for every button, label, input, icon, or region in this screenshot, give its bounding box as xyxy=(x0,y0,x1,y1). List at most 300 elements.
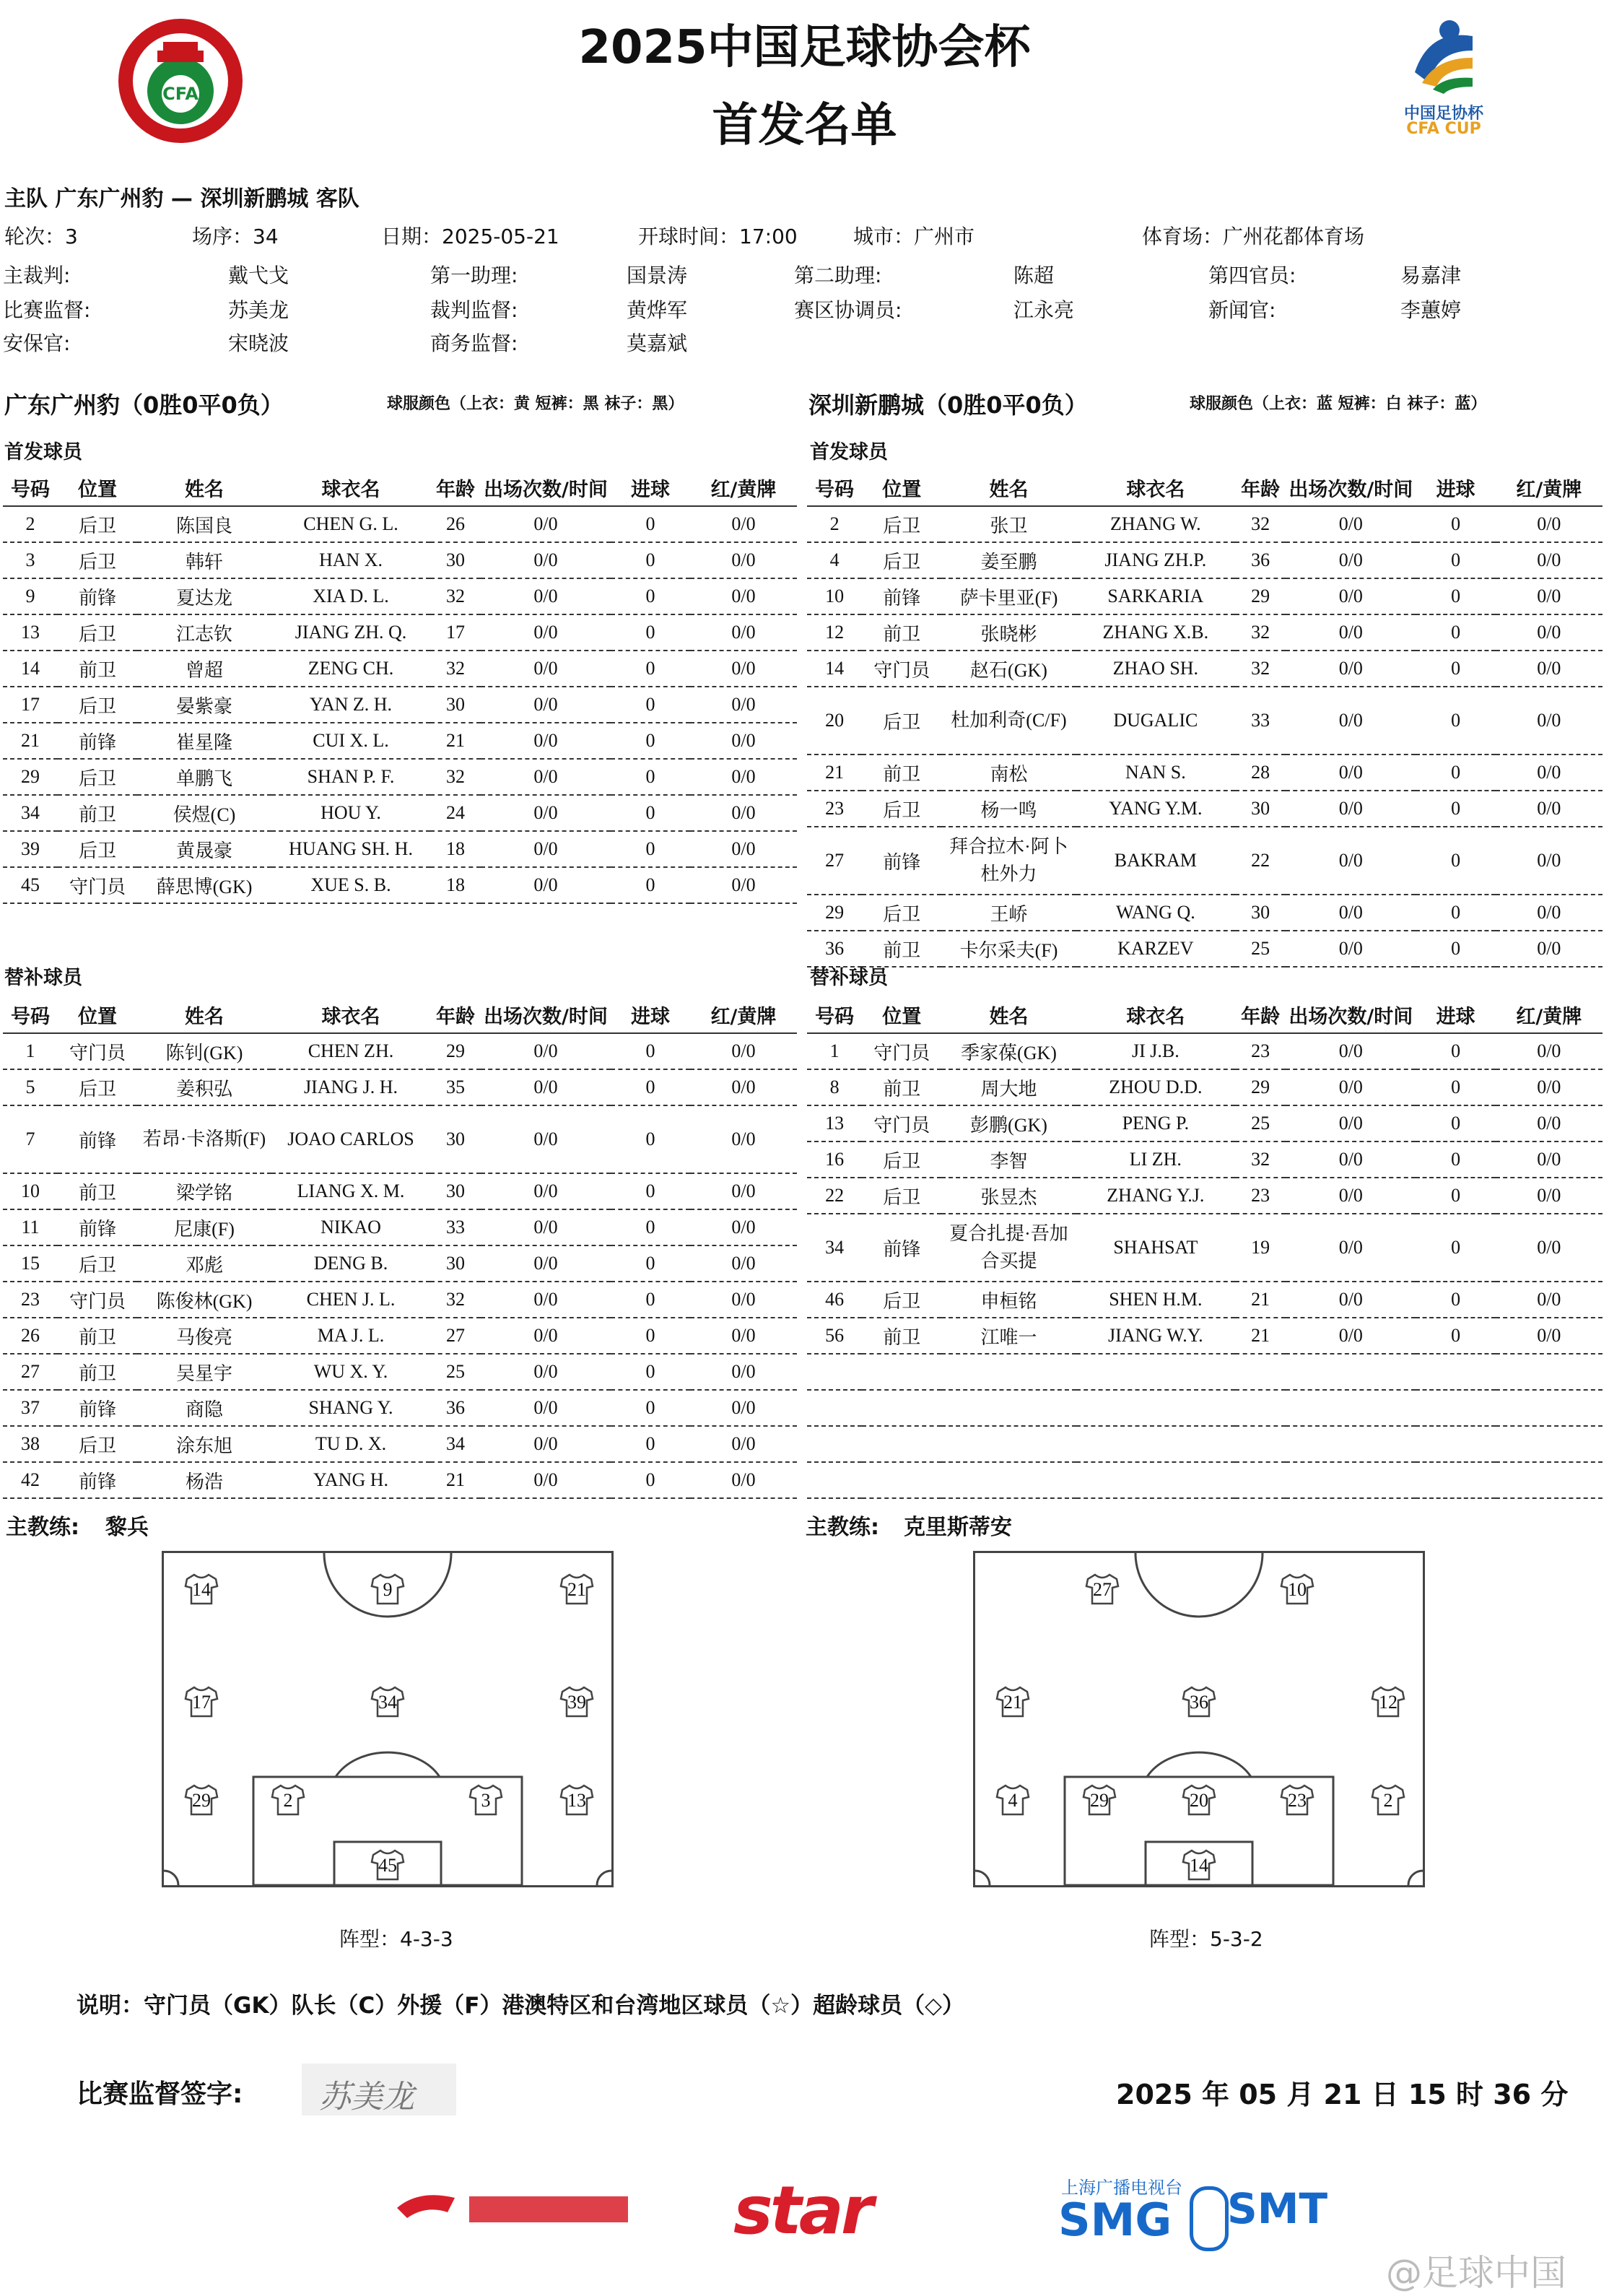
table-cell: 21 xyxy=(430,723,481,759)
table-cell: 32 xyxy=(1235,651,1286,687)
table-cell: 1 xyxy=(3,1033,58,1069)
table-cell: 0 xyxy=(611,867,690,903)
table-cell: LI ZH. xyxy=(1076,1142,1235,1178)
table-cell: 张卫 xyxy=(941,506,1076,542)
table-cell: 36 xyxy=(430,1390,481,1426)
table-cell: 0/0 xyxy=(690,723,797,759)
column-header: 姓名 xyxy=(137,996,271,1033)
table-cell: 32 xyxy=(1235,506,1286,542)
table-cell: 21 xyxy=(3,723,58,759)
empty-cell xyxy=(807,1426,862,1462)
table-cell: 0 xyxy=(611,831,690,867)
official-label: 比赛监督: xyxy=(3,298,91,322)
table-cell: 0/0 xyxy=(481,1390,611,1426)
table-cell: 0 xyxy=(1416,1318,1495,1354)
player-shirt-icon xyxy=(559,1573,594,1605)
table-cell: SHAHSAT xyxy=(1076,1214,1235,1282)
column-header: 姓名 xyxy=(137,469,271,506)
table-cell: 23 xyxy=(3,1282,58,1318)
table-row xyxy=(3,1462,797,1498)
teams-line: 主队 广东广州豹 — 深圳新鹏城 客队 xyxy=(4,186,359,212)
away-coach: 克里斯蒂安 xyxy=(904,1515,1012,1540)
column-header: 号码 xyxy=(3,469,58,506)
table-cell: LIANG X. M. xyxy=(271,1173,430,1209)
table-cell: DENG B. xyxy=(271,1245,430,1282)
table-cell: 0/0 xyxy=(1286,931,1416,967)
table-cell: 0/0 xyxy=(690,1033,797,1069)
table-cell: 前锋 xyxy=(58,1462,137,1498)
official-name: 李蕙婷 xyxy=(1400,298,1462,322)
column-header: 姓名 xyxy=(941,469,1076,506)
player-shirt-icon xyxy=(370,1686,405,1718)
table-cell: CHEN J. L. xyxy=(271,1282,430,1318)
table-cell: 10 xyxy=(807,578,862,614)
table-cell: 前卫 xyxy=(58,1173,137,1209)
table-cell: 0/0 xyxy=(690,867,797,903)
official-label: 安保官: xyxy=(3,331,71,355)
table-cell: 32 xyxy=(430,759,481,795)
table-cell: SHEN H.M. xyxy=(1076,1282,1235,1318)
table-cell: 37 xyxy=(3,1390,58,1426)
table-cell: 0 xyxy=(611,542,690,578)
table-row xyxy=(807,895,1603,931)
table-cell: 0 xyxy=(1416,506,1495,542)
shirt-number: 13 xyxy=(567,1790,586,1811)
table-cell: 32 xyxy=(1235,1142,1286,1178)
table-cell: 36 xyxy=(807,931,862,967)
table-cell: 侯煜(C) xyxy=(137,795,271,831)
table-cell: 0/0 xyxy=(1496,1033,1603,1069)
table-cell: 后卫 xyxy=(862,687,941,755)
table-row xyxy=(3,1318,797,1354)
column-header: 球衣名 xyxy=(1076,996,1235,1033)
table-cell: 25 xyxy=(1235,1105,1286,1142)
table-cell: 前卫 xyxy=(862,614,941,651)
empty-cell xyxy=(807,1390,862,1426)
table-cell: TU D. X. xyxy=(271,1426,430,1462)
table-row xyxy=(807,827,1603,895)
table-cell: 姜积弘 xyxy=(137,1069,271,1105)
table-header-row xyxy=(3,996,797,1033)
table-cell: 后卫 xyxy=(862,791,941,827)
table-row xyxy=(807,1033,1603,1069)
table-row xyxy=(807,651,1603,687)
shirt-number: 10 xyxy=(1288,1579,1307,1600)
table-cell: 0 xyxy=(611,687,690,723)
table-cell: 0/0 xyxy=(1496,578,1603,614)
column-header: 年龄 xyxy=(430,996,481,1033)
table-cell: 0/0 xyxy=(1496,791,1603,827)
table-cell: 11 xyxy=(3,1209,58,1245)
table-cell: 萨卡里亚(F) xyxy=(941,578,1076,614)
table-cell: 0 xyxy=(611,1173,690,1209)
empty-cell xyxy=(1286,1354,1416,1390)
table-cell: 0 xyxy=(611,1069,690,1105)
column-header: 号码 xyxy=(3,996,58,1033)
table-cell: 0/0 xyxy=(481,1069,611,1105)
home-coach: 黎兵 xyxy=(105,1515,149,1540)
away-formation-pitch xyxy=(973,1551,1425,1887)
table-row xyxy=(807,578,1603,614)
table-cell: 江志钦 xyxy=(137,614,271,651)
player-shirt-icon xyxy=(184,1573,219,1605)
table-cell: 34 xyxy=(430,1426,481,1462)
column-header: 出场次数/时间 xyxy=(481,469,611,506)
table-cell: ZHAO SH. xyxy=(1076,651,1235,687)
table-cell: 陈国良 xyxy=(137,506,271,542)
column-header: 进球 xyxy=(1416,469,1495,506)
table-row xyxy=(3,759,797,795)
kickoff-time: 开球时间：17:00 xyxy=(638,225,798,248)
table-cell: 32 xyxy=(1235,614,1286,651)
table-cell: 0/0 xyxy=(1286,1069,1416,1105)
table-cell: 2 xyxy=(3,506,58,542)
table-cell: 后卫 xyxy=(58,1245,137,1282)
home-coach-label: 主教练: xyxy=(6,1515,79,1540)
table-cell: 前锋 xyxy=(58,1390,137,1426)
table-cell: 14 xyxy=(3,651,58,687)
table-cell: 0/0 xyxy=(1286,1033,1416,1069)
shirt-number: 36 xyxy=(1190,1692,1208,1713)
column-header: 红/黄牌 xyxy=(1496,469,1603,506)
officials-grid xyxy=(0,260,1609,361)
shirt-number: 14 xyxy=(192,1579,211,1600)
table-cell: 守门员 xyxy=(58,1282,137,1318)
table-cell: 后卫 xyxy=(862,506,941,542)
table-cell: 0/0 xyxy=(1286,1178,1416,1214)
table-cell: JIANG J. H. xyxy=(271,1069,430,1105)
player-shirt-icon xyxy=(1371,1784,1405,1816)
player-shirt-icon xyxy=(1082,1784,1117,1816)
table-cell: 0/0 xyxy=(1286,1214,1416,1282)
table-cell: 1 xyxy=(807,1033,862,1069)
cup-logo-cn: 中国足协杯 xyxy=(1403,105,1483,123)
column-header: 姓名 xyxy=(941,996,1076,1033)
table-cell: HOU Y. xyxy=(271,795,430,831)
official-name: 戴弋戈 xyxy=(228,264,289,287)
table-cell: 19 xyxy=(1235,1214,1286,1282)
table-cell: 18 xyxy=(430,831,481,867)
table-cell: 前锋 xyxy=(862,1214,941,1282)
table-cell: YANG H. xyxy=(271,1462,430,1498)
table-cell: 29 xyxy=(807,895,862,931)
table-row xyxy=(3,1426,797,1462)
away-subs-table xyxy=(807,996,1603,1499)
table-cell: 0/0 xyxy=(1496,687,1603,755)
column-header: 红/黄牌 xyxy=(690,996,797,1033)
table-cell: NIKAO xyxy=(271,1209,430,1245)
empty-cell xyxy=(1286,1426,1416,1462)
table-cell: 0/0 xyxy=(690,1209,797,1245)
table-row xyxy=(3,1245,797,1282)
table-cell: 0/0 xyxy=(481,506,611,542)
legend-note: 说明：守门员（GK）队长（C）外援（F）港澳特区和台湾地区球员（☆）超龄球员（◇） xyxy=(77,1993,965,2019)
column-header: 进球 xyxy=(1416,996,1495,1033)
table-cell: 0/0 xyxy=(1496,1282,1603,1318)
table-cell: 30 xyxy=(1235,791,1286,827)
table-cell: 前锋 xyxy=(862,578,941,614)
table-cell: 张晓彬 xyxy=(941,614,1076,651)
official-name: 易嘉津 xyxy=(1400,264,1462,287)
table-cell: 27 xyxy=(3,1354,58,1390)
table-cell: 0 xyxy=(611,1245,690,1282)
table-cell: 吴星宇 xyxy=(137,1354,271,1390)
table-cell: 0/0 xyxy=(481,1462,611,1498)
table-cell: DUGALIC xyxy=(1076,687,1235,755)
table-cell: 0/0 xyxy=(1286,1105,1416,1142)
watermark: @足球中国 xyxy=(1386,2252,1566,2294)
table-cell: 30 xyxy=(1235,895,1286,931)
table-cell: 30 xyxy=(430,687,481,723)
table-cell: 20 xyxy=(807,687,862,755)
table-cell: 0 xyxy=(611,651,690,687)
table-cell: 21 xyxy=(430,1462,481,1498)
table-row xyxy=(3,1209,797,1245)
empty-cell xyxy=(807,1354,862,1390)
table-cell: 0/0 xyxy=(690,1173,797,1209)
table-cell: 42 xyxy=(3,1462,58,1498)
table-cell: 后卫 xyxy=(58,1426,137,1462)
table-row xyxy=(807,506,1603,542)
table-cell: 3 xyxy=(3,542,58,578)
table-cell: 0/0 xyxy=(690,1426,797,1462)
table-row xyxy=(807,1214,1603,1282)
official-name: 莫嘉斌 xyxy=(627,331,688,355)
table-cell: 0/0 xyxy=(481,1426,611,1462)
table-cell: BAKRAM xyxy=(1076,827,1235,895)
table-cell: 12 xyxy=(807,614,862,651)
table-cell: 18 xyxy=(430,867,481,903)
table-cell: 0 xyxy=(1416,1142,1495,1178)
signature-label: 比赛监督签字: xyxy=(77,2079,243,2109)
table-cell: 韩轩 xyxy=(137,542,271,578)
empty-cell xyxy=(1235,1462,1286,1498)
player-shirt-icon xyxy=(1280,1784,1314,1816)
table-cell: 0 xyxy=(611,795,690,831)
table-cell: 前卫 xyxy=(862,1069,941,1105)
table-cell: 邓彪 xyxy=(137,1245,271,1282)
table-cell: 夏合扎提·吾加合买提 xyxy=(941,1214,1076,1282)
table-cell: 0 xyxy=(1416,578,1495,614)
table-cell: 后卫 xyxy=(58,506,137,542)
table-cell: 陈俊林(GK) xyxy=(137,1282,271,1318)
table-cell: MA J. L. xyxy=(271,1318,430,1354)
table-row xyxy=(3,506,797,542)
official-label: 第四官员: xyxy=(1208,264,1296,287)
column-header: 球衣名 xyxy=(271,469,430,506)
table-cell: JIANG ZH. Q. xyxy=(271,614,430,651)
table-cell: 0/0 xyxy=(1496,614,1603,651)
table-row xyxy=(807,1282,1603,1318)
empty-cell xyxy=(862,1426,941,1462)
table-cell: 17 xyxy=(430,614,481,651)
table-cell: 27 xyxy=(430,1318,481,1354)
empty-cell xyxy=(1416,1426,1495,1462)
player-shirt-icon xyxy=(184,1784,219,1816)
table-cell: 0/0 xyxy=(1496,506,1603,542)
table-cell: 0/0 xyxy=(1286,827,1416,895)
empty-cell xyxy=(1496,1426,1603,1462)
table-cell: 0 xyxy=(611,723,690,759)
table-cell: 前锋 xyxy=(58,1105,137,1173)
table-cell: 22 xyxy=(807,1178,862,1214)
table-cell: 0/0 xyxy=(1286,1142,1416,1178)
table-cell: 0/0 xyxy=(481,1033,611,1069)
home-formation-pitch xyxy=(162,1551,614,1887)
column-header: 位置 xyxy=(58,469,137,506)
table-cell: 江唯一 xyxy=(941,1318,1076,1354)
table-cell: 0/0 xyxy=(481,1209,611,1245)
official-label: 新闻官: xyxy=(1208,298,1276,322)
column-header: 出场次数/时间 xyxy=(1286,996,1416,1033)
home-team-name: 广东广州豹（0胜0平0负） xyxy=(4,391,284,419)
table-cell: 守门员 xyxy=(862,1105,941,1142)
table-cell: 32 xyxy=(430,1282,481,1318)
table-cell: 0/0 xyxy=(1286,791,1416,827)
table-cell: 尼康(F) xyxy=(137,1209,271,1245)
table-cell: 0/0 xyxy=(481,795,611,831)
pitch-markings xyxy=(975,1553,1423,1885)
table-cell: 33 xyxy=(430,1209,481,1245)
table-cell: 0/0 xyxy=(1286,506,1416,542)
shirt-number: 29 xyxy=(192,1790,211,1811)
official-label: 赛区协调员: xyxy=(794,298,902,322)
table-cell: 夏达龙 xyxy=(137,578,271,614)
table-cell: 0 xyxy=(611,1426,690,1462)
table-cell: 0/0 xyxy=(690,542,797,578)
table-cell: 0/0 xyxy=(481,1173,611,1209)
table-cell: 后卫 xyxy=(862,895,941,931)
table-cell: 0/0 xyxy=(481,651,611,687)
table-cell: 前锋 xyxy=(58,1209,137,1245)
table-cell: 申桓铭 xyxy=(941,1282,1076,1318)
table-cell: 0/0 xyxy=(1496,1178,1603,1214)
table-cell: JI J.B. xyxy=(1076,1033,1235,1069)
table-cell: 35 xyxy=(430,1069,481,1105)
player-shirt-icon xyxy=(995,1686,1030,1718)
table-cell: 25 xyxy=(430,1354,481,1390)
table-cell: 46 xyxy=(807,1282,862,1318)
signature-text: 苏美龙 xyxy=(319,2079,414,2115)
shirt-number: 20 xyxy=(1190,1790,1208,1811)
shirt-number: 4 xyxy=(1008,1790,1018,1811)
player-shirt-icon xyxy=(559,1784,594,1816)
player-shirt-icon xyxy=(1085,1573,1120,1605)
table-cell: SARKARIA xyxy=(1076,578,1235,614)
player-shirt-icon xyxy=(559,1686,594,1718)
player-shirt-icon xyxy=(1371,1686,1405,1718)
column-header: 球衣名 xyxy=(1076,469,1235,506)
table-cell: 后卫 xyxy=(862,1178,941,1214)
home-subs-label: 替补球员 xyxy=(4,967,82,989)
cfa-emblem-text: CFA xyxy=(162,84,199,104)
player-shirt-icon xyxy=(370,1849,405,1881)
away-subs-label: 替补球员 xyxy=(810,967,888,989)
official-name: 国景涛 xyxy=(627,264,688,287)
table-cell: 季家葆(GK) xyxy=(941,1033,1076,1069)
empty-cell xyxy=(941,1354,1076,1390)
table-cell: 0/0 xyxy=(481,614,611,651)
page-subtitle: 首发名单 xyxy=(712,99,897,152)
table-cell: 后卫 xyxy=(58,614,137,651)
table-cell: 0 xyxy=(1416,755,1495,791)
table-cell: 张昱杰 xyxy=(941,1178,1076,1214)
table-row xyxy=(807,1178,1603,1214)
table-cell: 0/0 xyxy=(690,1105,797,1173)
table-cell: 0/0 xyxy=(1496,895,1603,931)
table-cell: ZHANG W. xyxy=(1076,506,1235,542)
column-header: 位置 xyxy=(58,996,137,1033)
column-header: 年龄 xyxy=(1235,996,1286,1033)
table-cell: 0/0 xyxy=(481,759,611,795)
table-cell: 0 xyxy=(1416,651,1495,687)
table-cell: CUI X. L. xyxy=(271,723,430,759)
table-cell: 赵石(GK) xyxy=(941,651,1076,687)
table-cell: 4 xyxy=(807,542,862,578)
shirt-number: 21 xyxy=(567,1579,586,1600)
player-shirt-icon xyxy=(468,1784,503,1816)
table-row xyxy=(3,1173,797,1209)
table-cell: 0 xyxy=(1416,1178,1495,1214)
empty-cell xyxy=(1496,1462,1603,1498)
table-row xyxy=(807,614,1603,651)
table-row xyxy=(807,1105,1603,1142)
table-cell: 0/0 xyxy=(481,542,611,578)
official-label: 第一助理: xyxy=(430,264,518,287)
page-title: 2025中国足球协会杯 xyxy=(578,21,1031,74)
table-cell: ZHANG Y.J. xyxy=(1076,1178,1235,1214)
table-cell: ZHOU D.D. xyxy=(1076,1069,1235,1105)
table-cell: 0 xyxy=(1416,1282,1495,1318)
player-shirt-icon xyxy=(995,1784,1030,1816)
table-cell: 拜合拉木·阿卜杜外力 xyxy=(941,827,1076,895)
table-cell: JIANG W.Y. xyxy=(1076,1318,1235,1354)
table-cell: ZENG CH. xyxy=(271,651,430,687)
column-header: 位置 xyxy=(862,996,941,1033)
table-cell: 0 xyxy=(1416,791,1495,827)
table-cell: 13 xyxy=(3,614,58,651)
table-cell: 前卫 xyxy=(862,755,941,791)
shirt-number: 23 xyxy=(1288,1790,1307,1811)
shirt-number: 14 xyxy=(1190,1855,1208,1876)
table-cell: 0/0 xyxy=(690,831,797,867)
table-cell: 0/0 xyxy=(690,1390,797,1426)
table-cell: KARZEV xyxy=(1076,931,1235,967)
table-cell: JIANG ZH.P. xyxy=(1076,542,1235,578)
empty-cell xyxy=(807,1462,862,1498)
table-cell: 2 xyxy=(807,506,862,542)
table-cell: 前卫 xyxy=(862,1318,941,1354)
table-cell: 前锋 xyxy=(58,578,137,614)
column-header: 位置 xyxy=(862,469,941,506)
table-cell: 0/0 xyxy=(690,759,797,795)
table-cell: 商隐 xyxy=(137,1390,271,1426)
table-cell: 0/0 xyxy=(1286,755,1416,791)
table-cell: 0/0 xyxy=(690,1462,797,1498)
table-cell: 前锋 xyxy=(58,723,137,759)
home-subs-table xyxy=(3,996,797,1499)
table-cell: 马俊亮 xyxy=(137,1318,271,1354)
empty-cell xyxy=(862,1462,941,1498)
table-cell: 杜加利奇(C/F) xyxy=(941,687,1076,755)
table-cell: 30 xyxy=(430,1173,481,1209)
shirt-number: 21 xyxy=(1003,1692,1022,1713)
table-cell: 23 xyxy=(1235,1178,1286,1214)
away-formation: 阵型：5-3-2 xyxy=(1149,1927,1263,1951)
table-cell: 8 xyxy=(807,1069,862,1105)
table-cell: 0 xyxy=(611,578,690,614)
table-cell: 0/0 xyxy=(690,687,797,723)
